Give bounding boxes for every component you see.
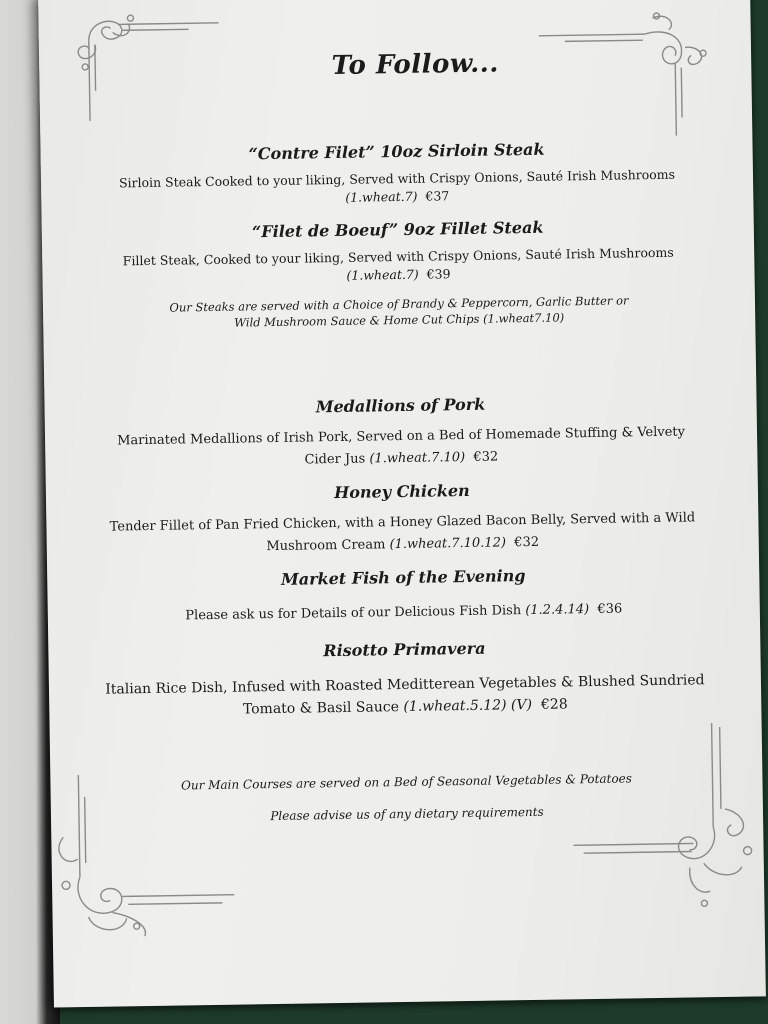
- dish-price: €36: [597, 601, 623, 617]
- dish-price: €32: [514, 534, 540, 551]
- dish-description-risotto: Italian Rice Dish, Infused with Roasted Meditterean Vegetables & Blushed Sundried Tomato & Basil Sauce (1.wheat.5.12) (V) €28: [105, 672, 705, 718]
- dish-description-pork: Marinated Medallions of Irish Pork, Served on a Bed of Homemade Stuffing & Velvety Cider Jus (1.wheat.7.10) €32: [117, 424, 686, 468]
- dish-price: €39: [426, 266, 451, 282]
- dish-title-fillet: “Filet de Boeuf” 9oz Fillet Steak: [251, 217, 544, 242]
- dish-title-pork: Medallions of Pork: [315, 394, 486, 417]
- dish-title-sirloin: “Contre Filet” 10oz Sirloin Steak: [248, 139, 545, 164]
- steak-sauce-note: Our Steaks are served with a Choice of Brandy & Peppercorn, Garlic Butter or Wild Mushroom Sauce & Home Cut Chips (1.wheat7.10): [169, 293, 629, 330]
- menu-page: [38, 0, 766, 1008]
- dish-title-chicken: Honey Chicken: [333, 480, 470, 503]
- dish-title-fish: Market Fish of the Evening: [280, 566, 526, 589]
- dietary-note: Please advise us of any dietary requirements: [270, 804, 544, 824]
- dish-description-fish: Please ask us for Details of our Delicious Fish Dish (1.2.4.14) €36: [185, 601, 623, 624]
- dish-price: €32: [473, 449, 499, 465]
- allergen-codes: (1.2.4.14): [525, 602, 590, 619]
- dish-description-chicken: Tender Fillet of Pan Fried Chicken, with a Honey Glazed Bacon Belly, Served with a Wild Mushroom Cream (1.wheat.7.10.12) €32: [109, 510, 696, 555]
- page-title: To Follow...: [331, 48, 500, 82]
- main-course-note: Our Main Courses are served on a Bed of Seasonal Vegetables & Potatoes: [180, 771, 632, 793]
- allergen-codes: (1.wheat.5.12) (V): [403, 696, 533, 716]
- dish-price: €37: [425, 188, 450, 204]
- allergen-codes: (1.wheat.7): [345, 188, 418, 205]
- allergen-codes: (1.wheat.7.10): [369, 450, 466, 467]
- allergen-codes: (1.wheat.7.10.12): [389, 535, 507, 553]
- dish-title-risotto: Risotto Primavera: [323, 638, 486, 661]
- dish-description-sirloin: Sirloin Steak Cooked to your liking, Served with Crispy Onions, Sauté Irish Mushrooms (1.wheat.7) €37: [118, 166, 676, 205]
- dish-price: €28: [540, 696, 568, 713]
- dish-description-fillet: Fillet Steak, Cooked to your liking, Served with Crispy Onions, Sauté Irish Mushrooms (1.wheat.7) €39: [122, 244, 674, 283]
- allergen-codes: (1.wheat.7): [346, 266, 419, 283]
